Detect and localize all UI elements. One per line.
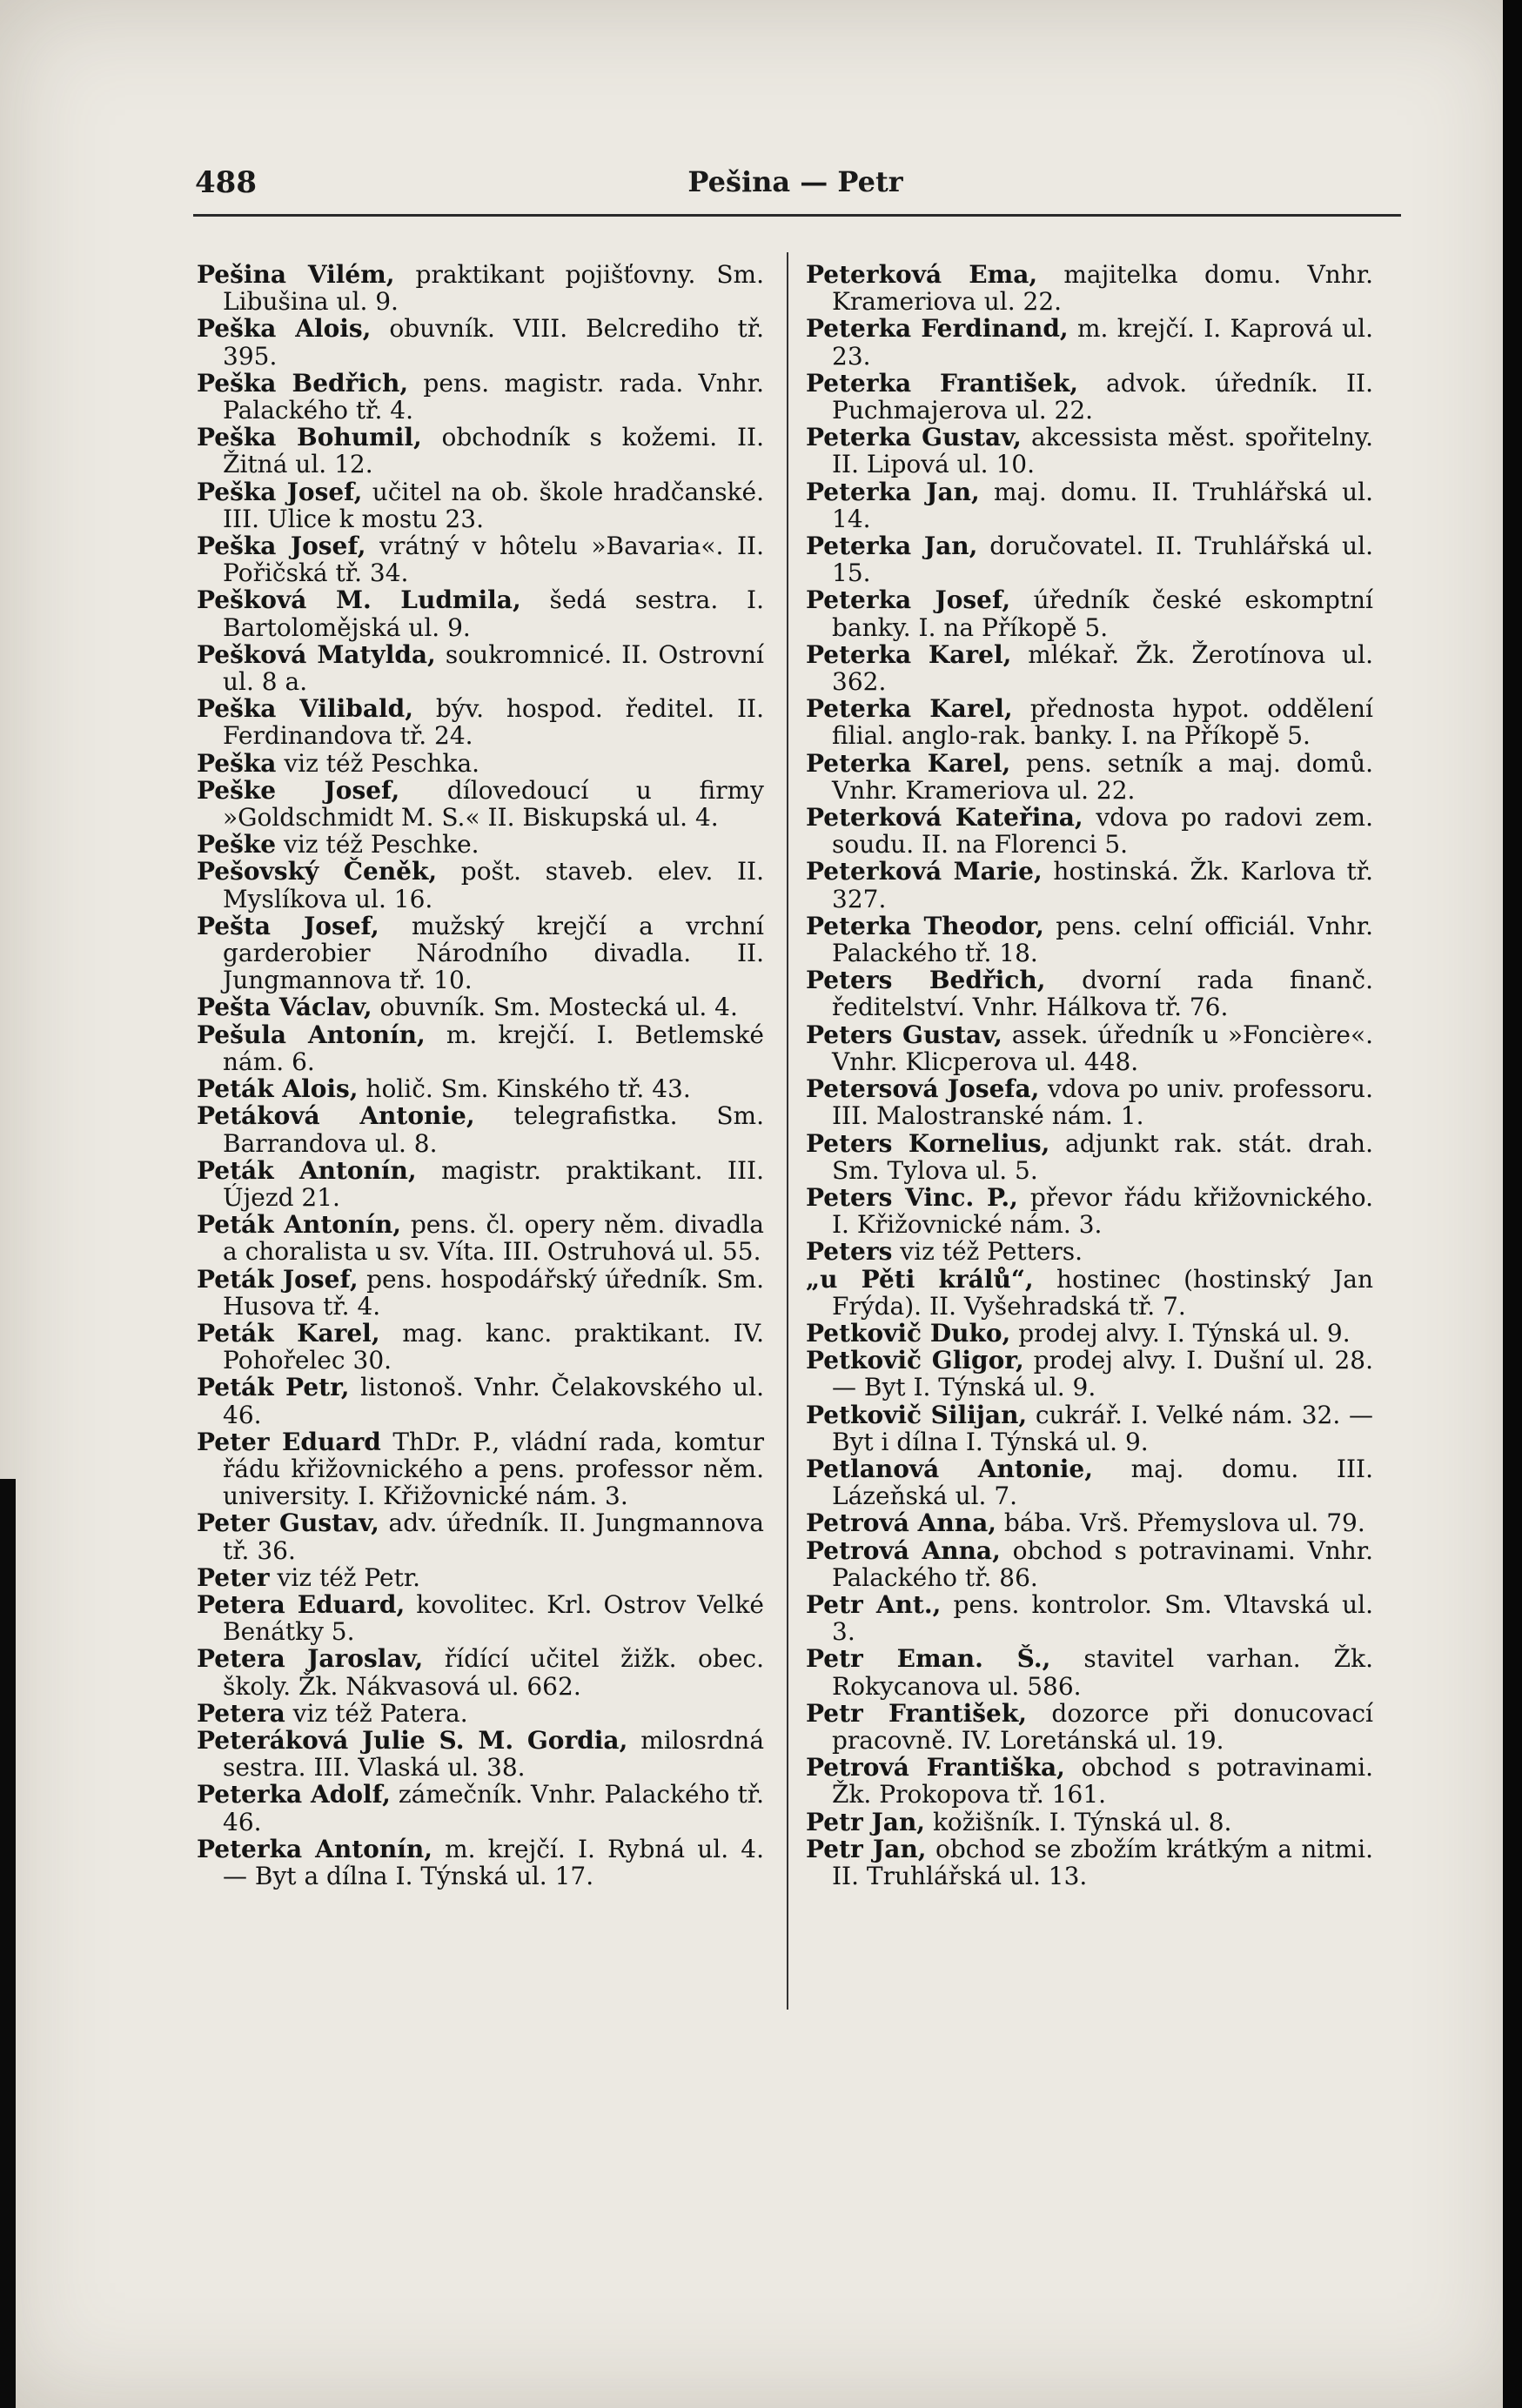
right-column	[806, 261, 1373, 1890]
page-number: 488	[195, 165, 257, 200]
entry-details: soukromnicé. II. Ostrovní ul. 8 a.	[223, 639, 764, 697]
directory-entry	[806, 967, 1373, 1020]
entry-details: adjunkt rak. stát. drah. Sm. Tylova ul. 5.	[832, 1128, 1373, 1185]
entry-name: Pešina Vilém,	[197, 260, 395, 289]
entry-name: Peták Antonín,	[197, 1210, 402, 1240]
entry-name: Peters Kornelius,	[806, 1128, 1050, 1158]
entry-name: Peterka Theodor,	[806, 911, 1044, 940]
entry-name: Pešta Josef,	[197, 911, 379, 940]
entry-details: obchod s potravinami. Žk. Prokopova tř. 161.	[832, 1753, 1373, 1809]
entry-details: šedá sestra. I. Bartolomějská ul. 9.	[223, 585, 764, 642]
entry-name: Petera Jaroslav,	[197, 1644, 424, 1674]
entry-details: převor řádu křižovnického. I. Křižovnické nám. 3.	[832, 1182, 1373, 1240]
entry-name: Peterka Adolf,	[197, 1780, 391, 1809]
scan-edge-right	[1503, 0, 1522, 2408]
directory-entry	[806, 695, 1373, 749]
entry-name: Petkovič Gligor,	[806, 1346, 1024, 1375]
directory-entry	[806, 1075, 1373, 1129]
entry-name: Petrová Františka,	[806, 1753, 1065, 1783]
entry-details: dílovedoucí u firmy »Goldschmidt M. S.« II. Biskupská ul. 4.	[223, 775, 764, 833]
entry-details: obuvník. VIII. Belcrediho tř. 395.	[223, 314, 764, 371]
entry-name: Pešovský Čeněk,	[197, 857, 438, 886]
directory-entry	[806, 478, 1373, 532]
directory-entry	[197, 750, 764, 777]
entry-details: magistr. praktikant. III. Újezd 21.	[223, 1155, 764, 1212]
entry-details: býv. hospod. ředitel. II. Ferdinandova tř. 24.	[223, 694, 765, 751]
entry-name: Pešková M. Ludmila,	[197, 585, 521, 615]
entry-details: viz též Petr.	[269, 1562, 421, 1592]
directory-entry	[197, 1781, 764, 1835]
directory-entry	[806, 586, 1373, 640]
entry-details: m. krejčí. I. Rybná ul. 4. — Byt a dílna I. Týnská ul. 17.	[223, 1834, 765, 1890]
directory-entry	[806, 261, 1373, 315]
entry-details: advok. úředník. II. Puchmajerova ul. 22.	[832, 368, 1373, 425]
entry-details: zámečník. Vnhr. Palackého tř. 46.	[223, 1780, 764, 1836]
directory-entry	[197, 1021, 764, 1075]
entry-details: obchodník s kožemi. II. Žitná ul. 12.	[223, 423, 764, 479]
entry-name: Peterka Jan,	[806, 477, 980, 506]
entry-name: Pešková Matylda,	[197, 639, 436, 669]
entry-details: vdova po univ. professoru. III. Malostranské nám. 1.	[832, 1074, 1373, 1131]
directory-entry	[197, 1564, 764, 1591]
directory-entry	[197, 993, 764, 1020]
directory-entry	[197, 1075, 764, 1102]
entry-name: Petáková Antonie,	[197, 1101, 475, 1131]
entry-name: Peška Alois,	[197, 314, 372, 344]
entry-name: Peteráková Julie S. M. Gordia,	[197, 1725, 628, 1755]
entry-name: Petr Ant.,	[806, 1589, 942, 1619]
directory-entry	[197, 641, 764, 695]
entry-name: Peters Vinc. P.,	[806, 1182, 1018, 1212]
entry-name: Petera	[197, 1698, 285, 1728]
directory-entry	[197, 424, 764, 478]
directory-entry	[197, 1157, 764, 1211]
left-column	[197, 261, 764, 1890]
directory-entry	[197, 1700, 764, 1727]
entry-name: Petrová Anna,	[806, 1508, 996, 1538]
directory-entry	[197, 1102, 764, 1156]
entry-details: doručovatel. II. Truhlářská ul. 15.	[832, 532, 1373, 588]
entry-name: Petera Eduard,	[197, 1589, 406, 1619]
directory-entry	[806, 1509, 1373, 1536]
header-rule	[193, 214, 1401, 217]
entry-details: mlékař. Žk. Žerotínova ul. 362.	[832, 639, 1373, 697]
directory-entry	[197, 261, 764, 315]
entry-details: praktikant pojišťovny. Sm. Libušina ul. 9.	[223, 260, 764, 317]
directory-entry	[806, 1320, 1373, 1347]
entry-details: řídící učitel žižk. obec. školy. Žk. Nákvasová ul. 662.	[223, 1644, 764, 1701]
entry-name: Petrová Anna,	[806, 1535, 1001, 1565]
entry-details: stavitel varhan. Žk. Rokycanova ul. 586.	[832, 1644, 1373, 1701]
directory-entry	[197, 315, 764, 369]
directory-entry	[197, 1645, 764, 1699]
scan-edge-left	[0, 1479, 16, 2408]
entry-details: milosrdná sestra. III. Vlaská ul. 38.	[223, 1725, 765, 1783]
entry-name: Peter Gustav,	[197, 1508, 379, 1538]
directory-entry	[197, 1727, 764, 1781]
directory-entry	[806, 1455, 1373, 1509]
directory-entry	[806, 424, 1373, 478]
entry-name: Peták Karel,	[197, 1318, 380, 1348]
entry-details: obchod s potravinami. Vnhr. Palackého tř. 86.	[832, 1535, 1374, 1592]
directory-entry	[197, 1374, 764, 1428]
entry-name: Peška Vilibald,	[197, 694, 413, 724]
directory-entry	[197, 858, 764, 912]
directory-entry	[197, 532, 764, 586]
directory-entry	[806, 1021, 1373, 1075]
entry-details: assek. úředník u »Foncière«. Vnhr. Klicperova ul. 448.	[832, 1020, 1373, 1076]
entry-details: mag. kanc. praktikant. IV. Pohořelec 30.	[223, 1318, 764, 1375]
directory-entry	[806, 858, 1373, 912]
directory-entry	[197, 1320, 764, 1374]
entry-name: Petkovič Duko,	[806, 1318, 1011, 1348]
entry-name: Peške Josef,	[197, 775, 400, 805]
entry-name: Pešta Václav,	[197, 993, 372, 1022]
entry-details: obuvník. Sm. Mostecká ul. 4.	[372, 993, 738, 1022]
directory-entry	[197, 913, 764, 994]
entry-details: kovolitec. Krl. Ostrov Velké Benátky 5.	[223, 1589, 764, 1647]
entry-name: Petr František,	[806, 1698, 1027, 1728]
directory-entry	[806, 750, 1373, 804]
entry-details: ThDr. P., vládní rada, komtur řádu křižovnického a pens. professor něm. university. I. Křižovnické nám. 3.	[223, 1427, 764, 1511]
directory-entry	[197, 1836, 764, 1890]
entry-name: Petkovič Silijan,	[806, 1400, 1028, 1429]
entry-details: učitel na ob. škole hradčanské. III. Ulice k mostu 23.	[223, 477, 764, 533]
directory-entry	[806, 1238, 1373, 1265]
entry-name: Petr Jan,	[806, 1834, 927, 1863]
entry-details: holič. Sm. Kinského tř. 43.	[358, 1074, 691, 1104]
entry-name: Peška	[197, 748, 277, 778]
page-header	[195, 165, 1396, 207]
column-divider	[787, 252, 788, 2010]
running-head: Pešina — Petr	[687, 165, 903, 198]
entry-details: viz též Peschke.	[276, 830, 479, 860]
entry-details: m. krejčí. I. Kaprová ul. 23.	[832, 314, 1373, 371]
directory-entry	[197, 1266, 764, 1320]
directory-entry	[806, 1347, 1373, 1401]
directory-entry	[806, 1130, 1373, 1184]
entry-name: Peška Bohumil,	[197, 423, 422, 452]
directory-entry	[197, 1509, 764, 1563]
entry-name: Petr Jan,	[806, 1807, 926, 1836]
entry-details: majitelka domu. Vnhr. Krameriova ul. 22.	[832, 260, 1373, 317]
entry-name: Peták Antonín,	[197, 1155, 417, 1185]
entry-details: vdova po radovi zem. soudu. II. na Florenci 5.	[832, 803, 1373, 860]
entry-name: Peterka Jan,	[806, 532, 978, 561]
entry-name: Peters	[806, 1237, 893, 1267]
entry-name: Petlanová Antonie,	[806, 1454, 1093, 1483]
entry-name: Peterková Marie,	[806, 857, 1043, 886]
directory-entry	[197, 777, 764, 831]
entry-name: Peter Eduard	[197, 1427, 381, 1456]
directory-entry	[806, 315, 1373, 369]
entry-details: akcessista měst. spořitelny. II. Lipová ul. 10.	[832, 423, 1373, 479]
directory-entry	[806, 1700, 1373, 1754]
directory-entry	[806, 532, 1373, 586]
entry-details: pens. čl. opery něm. divadla a choralista u sv. Víta. III. Ostruhová ul. 55.	[223, 1210, 764, 1267]
directory-entry	[197, 695, 764, 749]
entry-details: přednosta hypot. oddělení filial. anglo-rak. banky. I. na Příkopě 5.	[832, 694, 1373, 751]
entry-details: prodej alvy. I. Týnská ul. 9.	[1010, 1318, 1351, 1348]
entry-details: vrátný v hôtelu »Bavaria«. II. Pořičská tř. 34.	[223, 532, 764, 588]
directory-entry	[197, 586, 764, 640]
entry-details: prodej alvy. I. Dušní ul. 28. — Byt I. Týnská ul. 9.	[832, 1346, 1374, 1402]
entry-details: hostinec (hostinský Jan Frýda). II. Vyšehradská tř. 7.	[832, 1264, 1374, 1321]
entry-name: Peterková Ema,	[806, 260, 1038, 289]
directory-entry	[197, 1211, 764, 1265]
entry-details: viz též Peschka.	[276, 748, 480, 778]
directory-entry	[806, 1266, 1373, 1320]
entry-name: Peterka Karel,	[806, 694, 1013, 724]
directory-entry	[197, 1428, 764, 1510]
entry-name: Peške	[197, 830, 277, 860]
entry-name: Peterková Kateřina,	[806, 803, 1083, 833]
directory-entry	[197, 478, 764, 532]
entry-name: Peterka Ferdinand,	[806, 314, 1069, 344]
entry-name: Peterka František,	[806, 368, 1078, 398]
entry-name: „u Pěti králů“,	[806, 1264, 1034, 1294]
entry-details: telegrafistka. Sm. Barrandova ul. 8.	[223, 1101, 764, 1158]
entry-details: bába. Vrš. Přemyslova ul. 79.	[996, 1508, 1365, 1538]
entry-name: Pešula Antonín,	[197, 1020, 426, 1049]
entry-name: Peters Gustav,	[806, 1020, 1002, 1049]
entry-name: Peter	[197, 1562, 270, 1592]
directory-entry	[806, 1184, 1373, 1238]
entry-details: pens. celní officiál. Vnhr. Palackého tř. 18.	[832, 911, 1374, 968]
directory-entry	[197, 1591, 764, 1645]
directory-entry	[806, 804, 1373, 858]
directory-entry	[806, 1401, 1373, 1455]
entry-details: maj. domu. II. Truhlářská ul. 14.	[832, 477, 1374, 533]
entry-name: Peška Josef,	[197, 532, 366, 561]
entry-details: pens. magistr. rada. Vnhr. Palackého tř. 4.	[223, 368, 764, 425]
entry-details: listonoš. Vnhr. Čelakovského ul. 46.	[223, 1373, 764, 1429]
entry-details: dvorní rada finanč. ředitelství. Vnhr. Hálkova tř. 76.	[832, 966, 1373, 1022]
directory-entry	[806, 1645, 1373, 1699]
directory-entry	[806, 913, 1373, 967]
entry-details: pošt. staveb. elev. II. Myslíkova ul. 16.	[223, 857, 764, 913]
entry-name: Peterka Antonín,	[197, 1834, 432, 1863]
entry-name: Peterka Gustav,	[806, 423, 1022, 452]
entry-details: hostinská. Žk. Karlova tř. 327.	[832, 857, 1373, 913]
entry-details: maj. domu. III. Lázeňská ul. 7.	[832, 1454, 1373, 1511]
entry-name: Petersová Josefa,	[806, 1074, 1040, 1104]
directory-entry	[806, 370, 1373, 424]
entry-name: Peterka Karel,	[806, 748, 1011, 778]
entry-details: úředník české eskomptní banky. I. na Příkopě 5.	[832, 585, 1373, 642]
entry-details: cukrář. I. Velké nám. 32. — Byt i dílna I. Týnská ul. 9.	[832, 1400, 1373, 1456]
entry-details: dozorce při donucovací pracovně. IV. Loretánská ul. 19.	[832, 1698, 1373, 1755]
directory-entry	[806, 1809, 1373, 1836]
directory-entry	[806, 1537, 1373, 1591]
entry-name: Peška Bedřich,	[197, 368, 409, 398]
entry-name: Peška Josef,	[197, 477, 363, 506]
entry-details: m. krejčí. I. Betlemské nám. 6.	[223, 1020, 764, 1076]
entry-details: obchod se zbožím krátkým a nitmi. II. Truhlářská ul. 13.	[832, 1834, 1373, 1890]
entry-name: Peták Josef,	[197, 1264, 359, 1294]
directory-entry	[806, 641, 1373, 695]
entry-details: pens. kontrolor. Sm. Vltavská ul. 3.	[832, 1589, 1373, 1647]
entry-name: Peták Petr,	[197, 1373, 350, 1402]
entry-details: adv. úředník. II. Jungmannova tř. 36.	[223, 1508, 764, 1565]
directory-entry	[197, 370, 764, 424]
directory-entry	[197, 831, 764, 858]
entry-details: pens. hospodářský úředník. Sm. Husova tř. 4.	[223, 1264, 764, 1321]
entry-details: viz též Patera.	[285, 1698, 468, 1728]
entry-details: kožišník. I. Týnská ul. 8.	[925, 1807, 1232, 1836]
entry-name: Peterka Josef,	[806, 585, 1011, 615]
entry-name: Petr Eman. Š.,	[806, 1644, 1051, 1674]
entry-details: pens. setník a maj. domů. Vnhr. Krameriova ul. 22.	[832, 748, 1373, 805]
directory-entry	[806, 1754, 1373, 1808]
directory-entry	[806, 1591, 1373, 1645]
entry-name: Peters Bedřich,	[806, 966, 1046, 995]
directory-entry	[806, 1836, 1373, 1890]
entry-name: Peták Alois,	[197, 1074, 359, 1104]
entry-details: viz též Petters.	[892, 1237, 1083, 1267]
entry-details: mužský krejčí a vrchní garderobier Národního divadla. II. Jungmannova tř. 10.	[223, 911, 765, 995]
entry-name: Peterka Karel,	[806, 639, 1012, 669]
